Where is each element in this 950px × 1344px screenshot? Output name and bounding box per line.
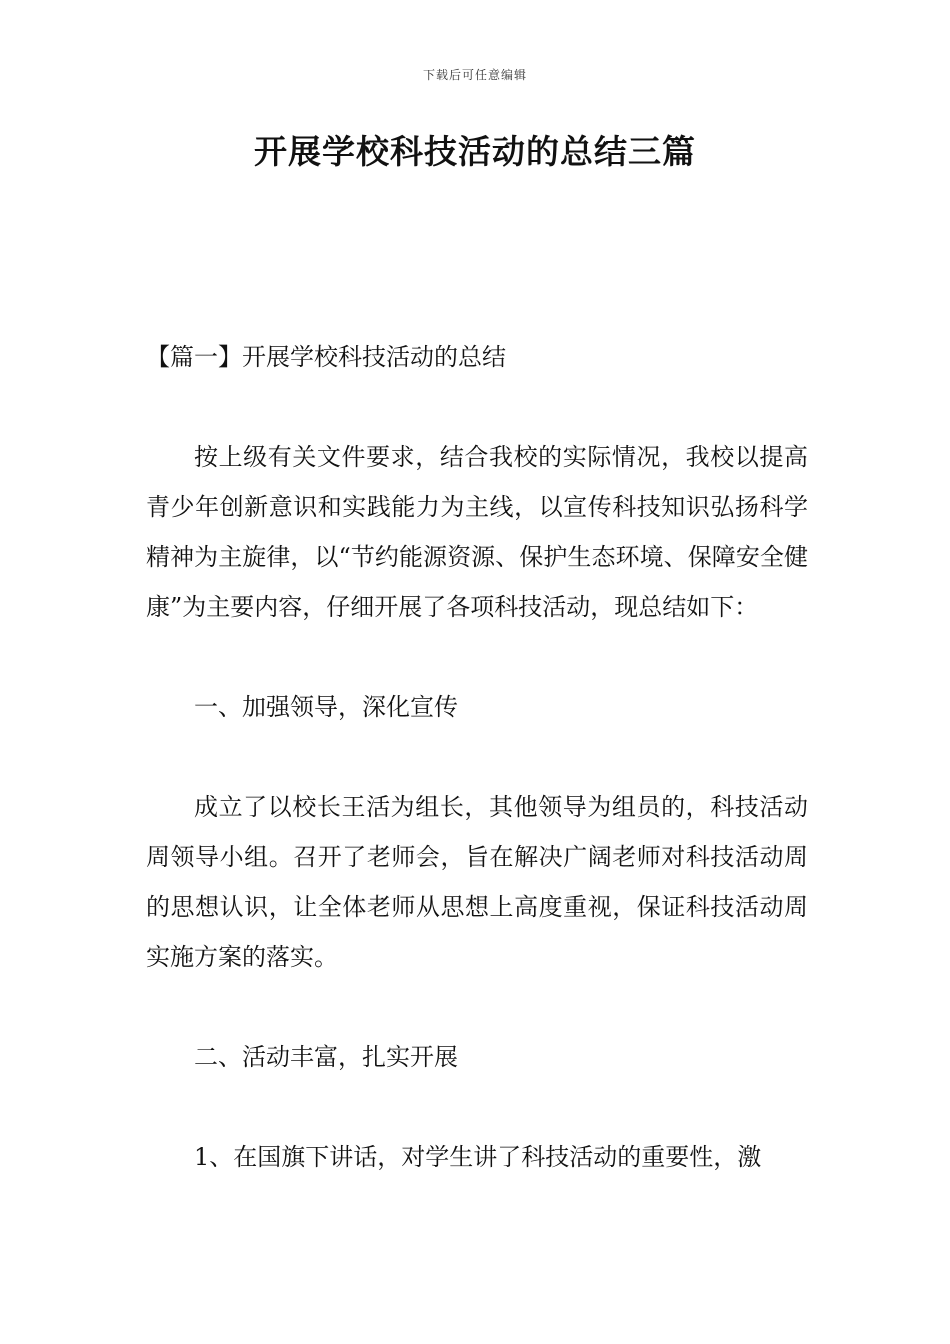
spacer: [146, 732, 808, 782]
paragraph-intro: 按上级有关文件要求，结合我校的实际情况，我校以提高青少年创新意识和实践能力为主线，以宣传科技知识弘扬科学精神为主旋律，以“节约能源资源、保护生态环境、保障安全健康”为主要内容，仔细开展了各项科技活动，现总结如下：: [146, 443, 808, 621]
section-heading: 【篇一】开展学校科技活动的总结: [146, 343, 506, 371]
header-note: 下载后可任意编辑: [422, 68, 527, 82]
spacer: [146, 982, 808, 1032]
subheading-2: 二、活动丰富，扎实开展: [194, 1043, 458, 1071]
paragraph-leadership: 成立了以校长王活为组长，其他领导为组员的，科技活动周领导小组。召开了老师会，旨在解决广阔老师对科技活动周的思想认识，让全体老师从思想上高度重视，保证科技活动周实施方案的落实。: [146, 793, 808, 971]
document-title: 开展学校科技活动的总结三篇: [254, 132, 696, 171]
document-body: [146, 332, 808, 1182]
spacer: [146, 382, 808, 432]
subheading-1: 一、加强领导，深化宣传: [194, 693, 458, 721]
spacer: [146, 1082, 808, 1132]
paragraph-activity-1: 1、在国旗下讲话，对学生讲了科技活动的重要性，激: [194, 1143, 762, 1171]
spacer: [146, 632, 808, 682]
